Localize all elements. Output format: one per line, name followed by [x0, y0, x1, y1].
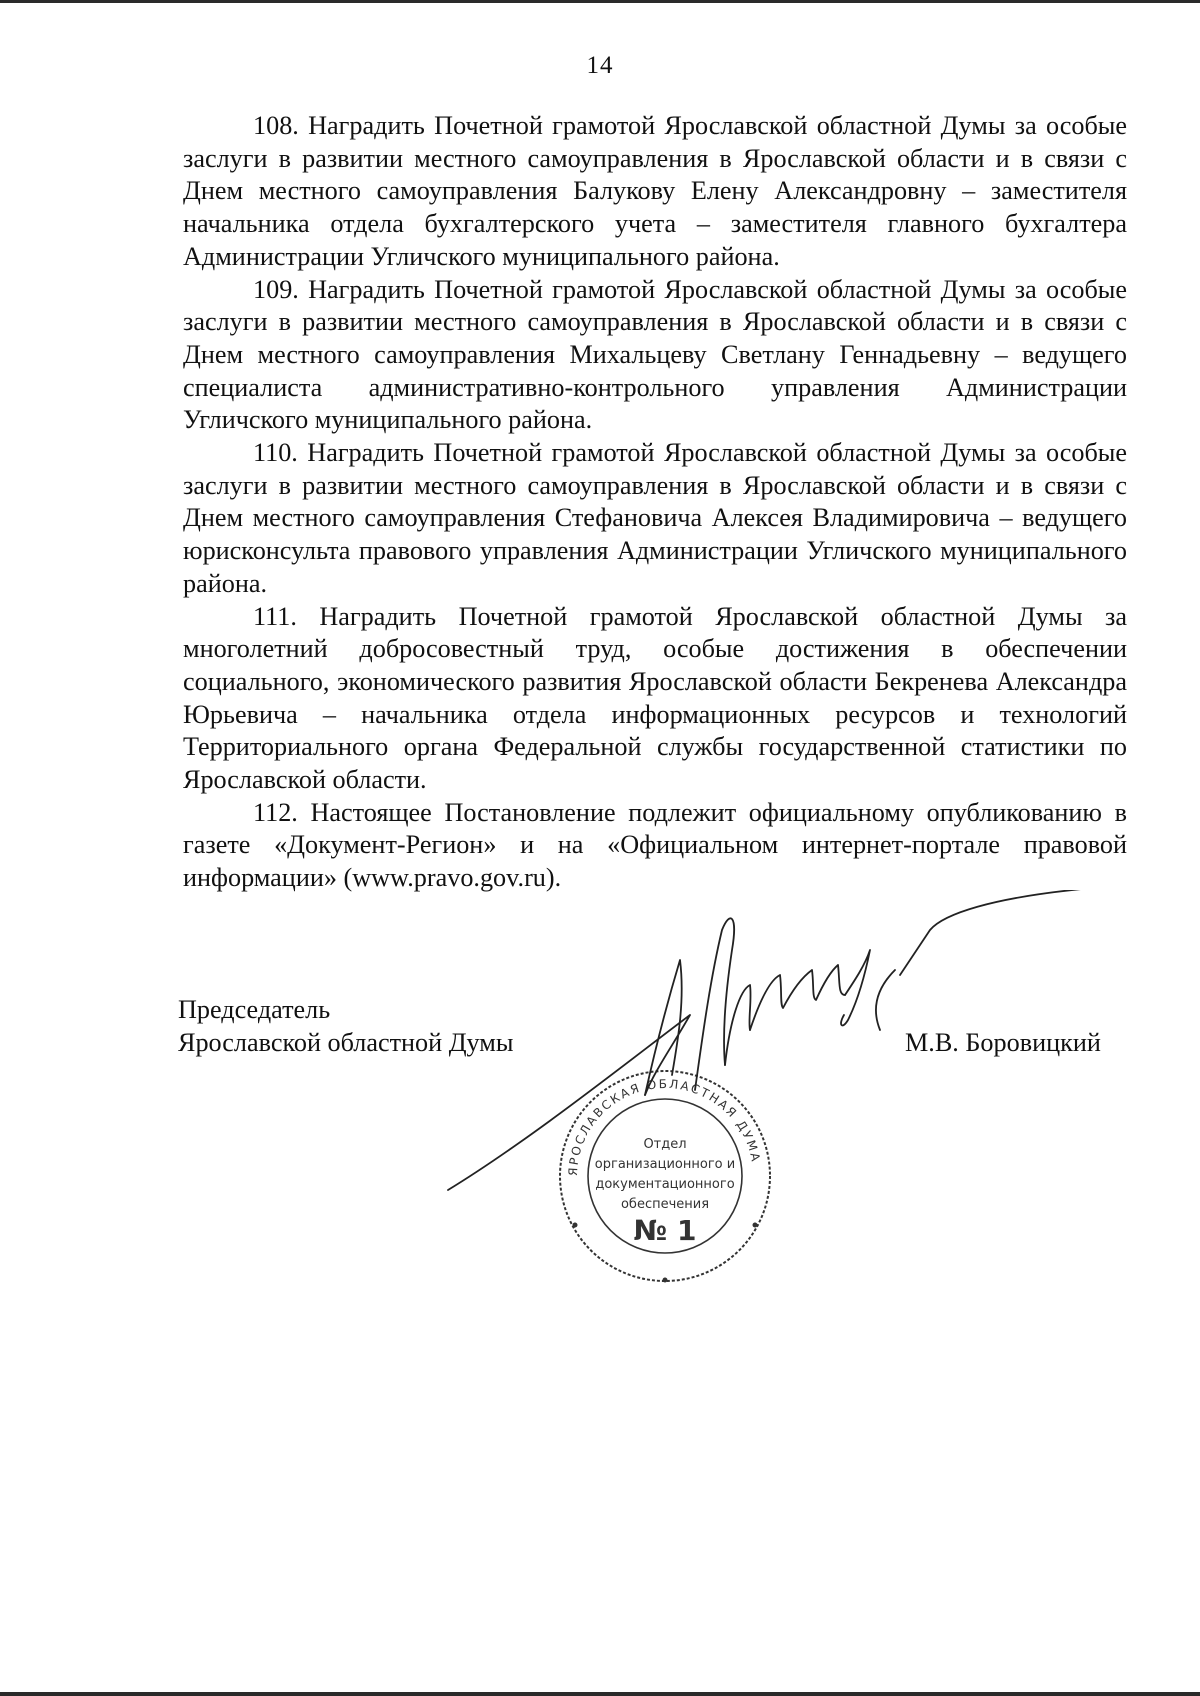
signatory-position-line1: Председатель [178, 995, 331, 1024]
stamp-line4: обеспечения [620, 1197, 710, 1212]
stamp-dot-bottom [663, 1278, 668, 1283]
stamp-line3: документационного [595, 1177, 735, 1192]
stamp-dot-right [753, 1223, 758, 1228]
paragraph-111: 111. Наградить Почетной грамотой Ярославской областной Думы за многолетний добросовестный труд, особые достижения в обеспечении социального, экономического развития Ярославской области Бекренева Александра Юрьевича – начальника отдела информационных ресурсов и технологий Территориального органа Федеральной службы государственной статистики по Ярославской области. [183, 601, 1127, 795]
paragraph-108: 108. Наградить Почетной грамотой Ярославской областной Думы за особые заслуги в развитии местного самоуправления в Ярославской области и в связи с Днем местного самоуправления Балукову Елену Александровну – заместителя начальника отдела бухгалтерского учета – заместителя главного бухгалтера Администрации Угличского муниципального района. [183, 111, 1127, 271]
paragraph-112: 112. Настоящее Постановление подлежит официальному опубликованию в газете «Документ-Регион» и на «Официальном интернет-портале правовой информации» (www.pravo.gov.ru). [183, 797, 1127, 893]
stamp-dot-left [573, 1223, 578, 1228]
page-number: 14 [586, 52, 614, 79]
scan-edge-top [0, 0, 1200, 3]
signatory-name: М.В. Боровицкий [905, 1028, 1101, 1057]
stamp-ring-text: ЯРОСЛАВСКАЯ ОБЛАСТНАЯ ДУМА [565, 1076, 764, 1177]
paragraph-109: 109. Наградить Почетной грамотой Ярославской областной Думы за особые заслуги в развитии местного самоуправления в Ярославской области и в связи с Днем местного самоуправления Михальцеву Светлану Геннадьевну – ведущего специалиста административно-контрольного управления Администрации Угличского муниципального района. [183, 274, 1127, 435]
document-body [183, 110, 1127, 895]
stamp-line1: Отдел [643, 1137, 687, 1152]
scan-edge-bottom [0, 1692, 1200, 1696]
paragraph-110: 110. Наградить Почетной грамотой Ярославской областной Думы за особые заслуги в развитии местного самоуправления в Ярославской области и в связи с Днем местного самоуправления Стефановича Алексея Владимировича – ведущего юрисконсульта правового управления Администрации Угличского муниципального района. [183, 438, 1127, 598]
stamp-line2: организационного и [594, 1157, 736, 1172]
handwritten-signature [440, 890, 1140, 1200]
signatory-position-line2: Ярославской областной Думы [178, 1028, 514, 1057]
stamp-number: № 1 [633, 1214, 697, 1247]
